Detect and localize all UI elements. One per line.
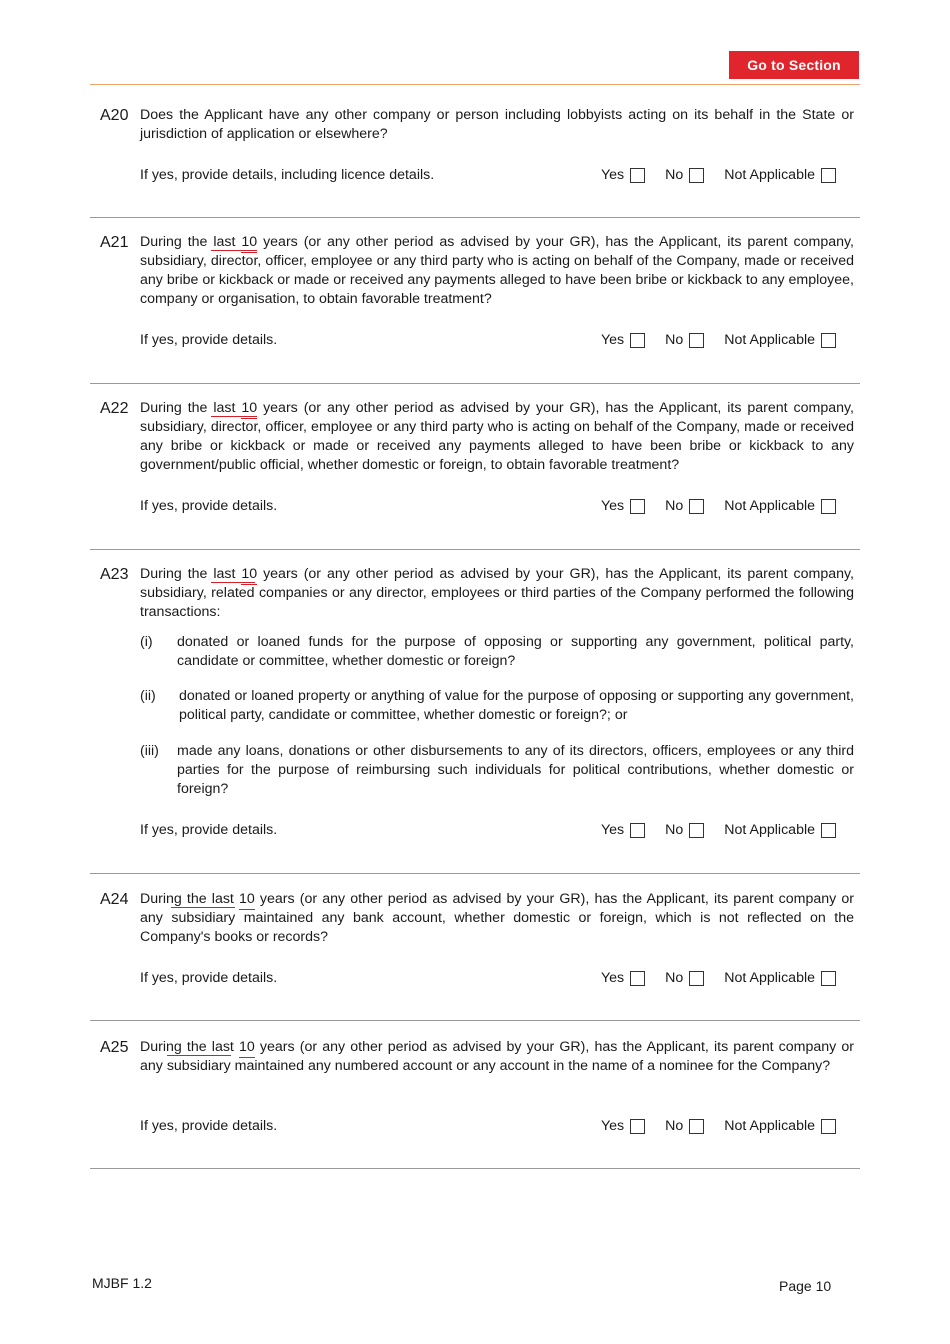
yes-checkbox[interactable] — [630, 168, 645, 183]
list-item-text: donated or loaned funds for the purpose of opposing or supporting any government, political party, candidate or committee, whether domestic or foreign? — [177, 634, 854, 669]
yes-checkbox[interactable] — [630, 333, 645, 348]
answer-options — [601, 166, 836, 185]
question-text: During the last 10 years (or any other period as advised by your GR), has the Applicant, its parent company, subsidiary, director, officer, employee or any third party who is acting on behalf of the Company, made or received any bribe or kickback or made or received any payments alleged to have been bribe or kickback to any employee, company or organisation, to obtain favorable treatment? — [140, 234, 855, 307]
section-divider — [90, 1020, 860, 1021]
answer-options — [601, 497, 836, 516]
section-divider — [90, 1168, 860, 1169]
detail-label: If yes, provide details. — [140, 498, 278, 514]
question-text: Does the Applicant have any other company or person including lobbyists acting on its behalf in the State or jurisdiction of application or elsewhere? — [140, 107, 854, 142]
no-checkbox[interactable] — [689, 971, 704, 986]
no-label: No — [665, 822, 684, 838]
not-applicable-label: Not Applicable — [724, 498, 815, 514]
question-text: During the last 10 years (or any other period as advised by your GR), has the Applicant, its parent company, subsidiary, related companies or any director, employees or third parties of the Company performed the following transactions: — [140, 566, 854, 620]
not-applicable-checkbox[interactable] — [821, 971, 836, 986]
section-divider — [90, 217, 860, 218]
years-value: 10 — [241, 566, 258, 582]
not-applicable-checkbox[interactable] — [821, 823, 836, 838]
no-checkbox[interactable] — [689, 1119, 704, 1134]
not-applicable-label: Not Applicable — [724, 822, 815, 838]
marked-word: subsidiary — [166, 1058, 231, 1074]
question-text: During the last 10 years (or any other period as advised by your GR), has the Applicant, its parent company or any subsidiary maintained any bank account, whether domestic or foreign, which is not reflected on the Company's books or records? — [140, 891, 854, 945]
answer-options — [601, 969, 836, 988]
years-value: 10 — [239, 891, 255, 907]
yes-checkbox[interactable] — [630, 823, 645, 838]
marked-word: director — [210, 419, 258, 435]
yes-label: Yes — [601, 332, 625, 348]
question-number: A22 — [100, 400, 129, 417]
list-item-text: made any loans, donations or other disbursements to any of its directors, officers, employees or any third parties for the purpose of reimbursing such individuals for political contributions, whether domestic or foreign? — [177, 743, 854, 797]
not-applicable-label: Not Applicable — [724, 1118, 815, 1134]
yes-checkbox[interactable] — [630, 499, 645, 514]
not-applicable-label: Not Applicable — [724, 167, 815, 183]
answer-options — [601, 1117, 836, 1136]
list-item-number: (i) — [140, 634, 153, 650]
yes-checkbox[interactable] — [630, 971, 645, 986]
detail-label: If yes, provide details. — [140, 1118, 278, 1134]
section-divider — [90, 873, 860, 874]
detail-label: If yes, provide details. — [140, 822, 278, 838]
yes-checkbox[interactable] — [630, 1119, 645, 1134]
not-applicable-checkbox[interactable] — [821, 333, 836, 348]
no-checkbox[interactable] — [689, 823, 704, 838]
yes-label: Yes — [601, 822, 625, 838]
question-number: A25 — [100, 1039, 129, 1056]
header-rule — [90, 84, 860, 85]
years-value: 10 — [239, 1039, 255, 1055]
detail-label: If yes, provide details. — [140, 970, 278, 986]
question-number: A20 — [100, 107, 129, 124]
marked-word: subsidiary — [171, 910, 236, 926]
no-label: No — [665, 332, 684, 348]
answer-options — [601, 821, 836, 840]
question-number: A21 — [100, 234, 129, 251]
no-checkbox[interactable] — [689, 168, 704, 183]
marked-word: related — [211, 585, 255, 601]
form-code: MJBF 1.2 — [92, 1275, 152, 1291]
list-item-number: (ii) — [140, 688, 156, 704]
question-number: A24 — [100, 891, 129, 908]
question-text: During the last 10 years (or any other period as advised by your GR), has the Applicant, its parent company or any subsidiary maintained any numbered account or any account in the name of a nominee for the Company? — [140, 1039, 854, 1074]
go-to-section-button[interactable]: Go to Section — [729, 51, 859, 79]
detail-label: If yes, provide details, including licence details. — [140, 167, 435, 183]
not-applicable-label: Not Applicable — [724, 332, 815, 348]
question-text: During the last 10 years (or any other period as advised by your GR), has the Applicant, its parent company, subsidiary, director, officer, employee or any third party who is acting on behalf of the Company, made or received any bribe or kickback or made or received any payments alleged to have been bribe or kickback to any government/public official, whether domestic or foreign, to obtain favorable treatment? — [140, 400, 855, 473]
detail-label: If yes, provide details. — [140, 332, 278, 348]
list-item-text: donated or loaned property or anything of value for the purpose of opposing or supporting any government, political party, candidate or committee, whether domestic or foreign?; or — [179, 688, 854, 723]
no-checkbox[interactable] — [689, 499, 704, 514]
yes-label: Yes — [601, 970, 625, 986]
not-applicable-checkbox[interactable] — [821, 499, 836, 514]
list-item-number: (iii) — [140, 743, 159, 759]
no-checkbox[interactable] — [689, 333, 704, 348]
not-applicable-checkbox[interactable] — [821, 1119, 836, 1134]
answer-options — [601, 331, 836, 350]
years-value: 10 — [241, 400, 258, 416]
no-label: No — [665, 498, 684, 514]
page-number: Page 10 — [779, 1278, 832, 1294]
yes-label: Yes — [601, 498, 625, 514]
yes-label: Yes — [601, 167, 625, 183]
yes-label: Yes — [601, 1118, 625, 1134]
section-divider — [90, 549, 860, 550]
not-applicable-checkbox[interactable] — [821, 168, 836, 183]
marked-word: director — [210, 253, 258, 269]
not-applicable-label: Not Applicable — [724, 970, 815, 986]
question-number: A23 — [100, 566, 129, 583]
years-value: 10 — [241, 234, 258, 250]
section-divider — [90, 383, 860, 384]
no-label: No — [665, 1118, 684, 1134]
no-label: No — [665, 167, 684, 183]
no-label: No — [665, 970, 684, 986]
